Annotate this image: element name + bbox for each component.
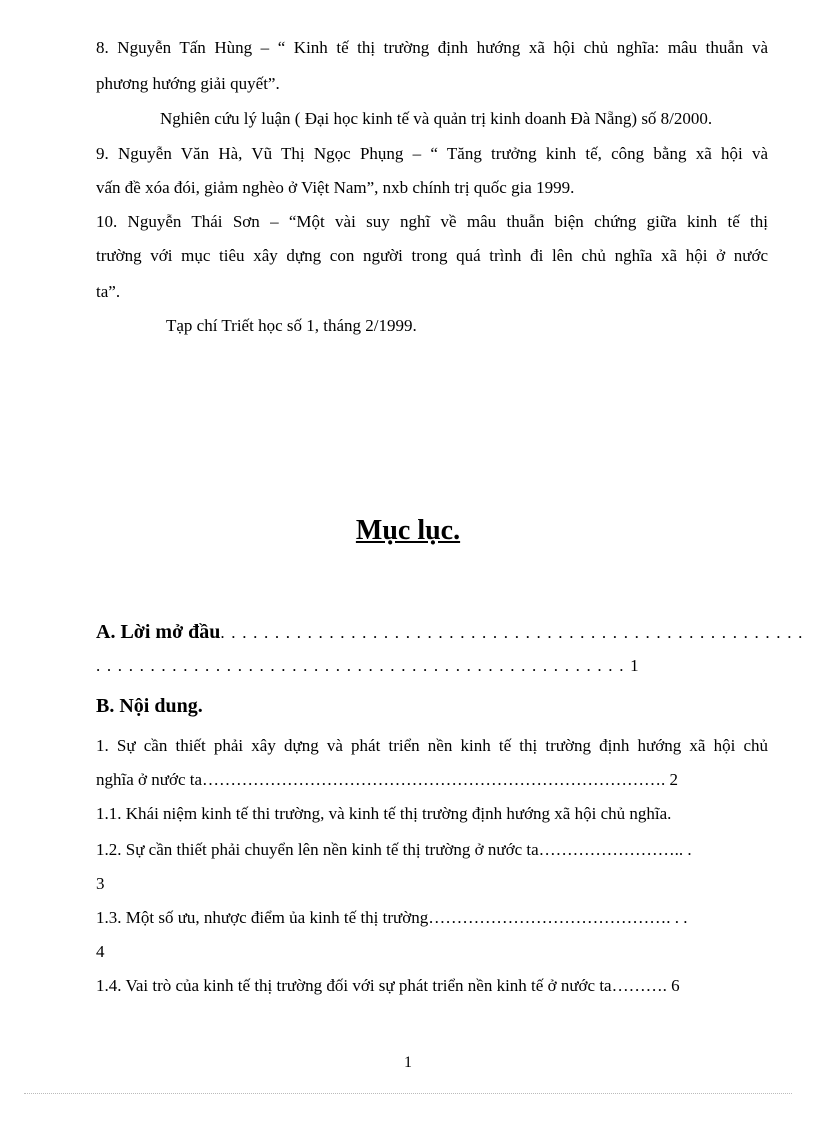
toc-entry-1-3-line-1: 1.3. Một số ưu, nhược điểm ủa kinh tế thị trường……………………………………. . . [96,908,688,927]
toc-entry-1-line-1: 1. Sự cần thiết phải xây dựng và phát triển nền kinh tế thị trường định hướng xã hội chủ [96,736,768,755]
reference-10-line-1: 10. Nguyễn Thái Sơn – “Một vài suy nghĩ về mâu thuẫn biện chứng giữa kinh tế thị [96,212,768,231]
page-number: 1 [404,1054,412,1071]
reference-10-line-3: ta”. [96,282,121,301]
toc-entry-1-1: 1.1. Khái niệm kinh tế thi trường, và kinh tế thị trường định hướng xã hội chủ nghĩa. [96,804,672,823]
reference-8-line-1: 8. Nguyễn Tấn Hùng – “ Kinh tế thị trường định hướng xã hội chủ nghĩa: mâu thuẫn và [96,38,768,57]
footer-divider [24,1093,792,1094]
reference-8-line-2: phương hướng giải quyết”. [96,74,280,93]
toc-entry-1-2-page: 3 [96,874,105,893]
toc-section-a-line-2 [96,654,768,678]
toc-section-a-dots: . . . . . . . . . . . . . . . . . . . . . . . . . . . . . . . . . . . . . . . . . . . . . . . . . . . . . . [220,623,804,642]
toc-entry-1-3-page: 4 [96,942,105,961]
toc-entry-1-2-line-1: 1.2. Sự cần thiết phải chuyển lên nền kinh tế thị trường ở nước ta…………………….. . [96,840,692,859]
reference-8-source: Nghiên cứu lý luận ( Đại học kinh tế và quản trị kinh doanh Đà Nẵng) số 8/2000. [160,109,713,128]
reference-9-line-1: 9. Nguyễn Văn Hà, Vũ Thị Ngọc Phụng – “ Tăng trưởng kinh tế, công bằng xã hội và [96,144,768,163]
toc-entry-1-4: 1.4. Vai trò của kinh tế thị trường đối với sự phát triển nền kinh tế ở nước ta………. 6 [96,976,680,995]
toc-section-a-dots-page: . . . . . . . . . . . . . . . . . . . . . . . . . . . . . . . . . . . . . . . . . . . . . . . . . 1 [96,656,640,675]
reference-10-line-2: trường với mục tiêu xây dựng con người trong quá trình đi lên chủ nghĩa xã hội ở nước [96,246,768,265]
reference-9-line-2: vấn đề xóa đói, giảm nghèo ở Việt Nam”, nxb chính trị quốc gia 1999. [96,178,575,197]
reference-10-source: Tạp chí Triết học số 1, tháng 2/1999. [166,316,417,335]
toc-section-b [96,692,768,720]
toc-section-b-label: B. Nội dung. [96,695,203,717]
toc-section-a-label: A. Lời mở đầu [96,621,221,643]
toc-title: Mục lục. [355,515,461,546]
toc-entry-1-line-2: nghĩa ở nước ta………………………………………………………………………. 2 [96,770,679,789]
toc-section-a-line-1 [96,618,804,646]
